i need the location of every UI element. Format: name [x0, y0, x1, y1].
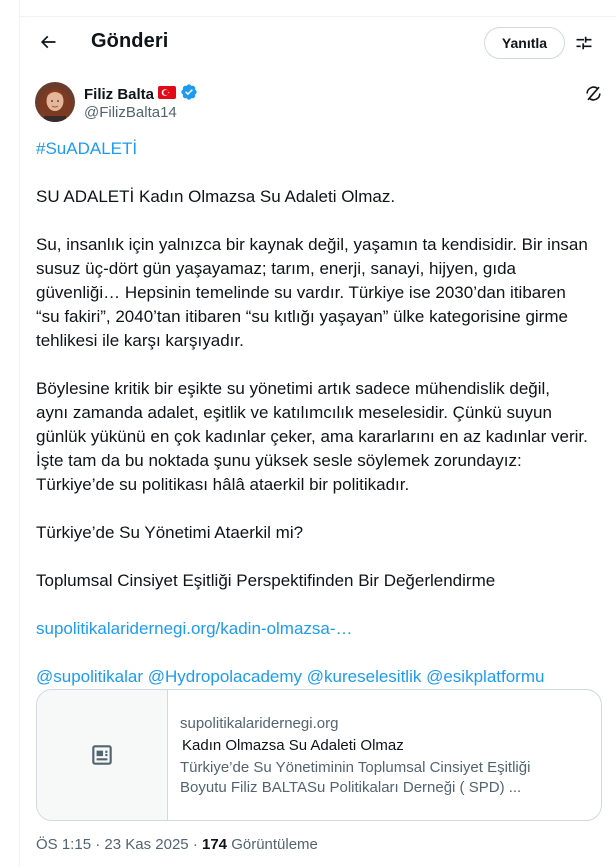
tweet-line: Böylesine kritik bir eşikte su yönetimi artık sadece mühendislik değil,	[36, 379, 551, 398]
card-body	[168, 690, 560, 820]
avatar-image	[35, 82, 75, 122]
tweet-line: İşte tam da bu noktada şunu yüksek sesle söylemek zorundayız:	[36, 451, 522, 470]
view-count: 174	[201, 836, 228, 853]
avatar[interactable]	[35, 82, 75, 122]
card-title: Kadın Olmazsa Su Adaleti Olmaz	[182, 737, 404, 754]
tweet-line: Su, insanlık için yalnızca bir kaynak değil, yaşamın ta kendisidir. Bir insan	[36, 235, 588, 254]
hashtag-link[interactable]: #SuADALETİ	[36, 139, 138, 158]
author-name[interactable]: Filiz Balta	[84, 86, 155, 103]
tweet-line: “su fakiri”, 2040’tan itibaren “su kıtlığı yaşayan” ülke kategorisine girme	[36, 307, 568, 326]
tweet-line: güvenliği… Hepsinin temelinde su vardır. Türkiye ise 2030’dan itibaren	[36, 283, 566, 302]
arrow-left-icon	[38, 32, 58, 52]
article-url-link[interactable]: supolitikalaridernegi.org/kadin-olmazsa-…	[36, 619, 353, 638]
card-domain: supolitikalaridernegi.org	[180, 715, 339, 732]
link-preview-card[interactable]	[36, 689, 602, 821]
grok-icon	[584, 84, 603, 103]
author-name-row	[84, 83, 198, 106]
mention-link[interactable]: @Hydropolacademy	[147, 667, 303, 686]
back-button[interactable]	[34, 28, 62, 56]
tweet-date[interactable]: 23 Kas 2025	[104, 836, 189, 853]
tweet-line: Türkiye’de su politikası hâlâ ataerkil bir politikadır.	[36, 475, 410, 494]
column-border	[19, 0, 20, 867]
views-label: Görüntüleme	[231, 836, 318, 853]
separator: ·	[95, 836, 101, 853]
mentions-line	[36, 665, 601, 689]
article-icon	[89, 742, 115, 768]
settings-button[interactable]	[570, 29, 598, 57]
tweet-line: aynı zamanda adalet, eşitlik ve katılımcılık meselesidir. Çünkü suyun	[36, 403, 552, 422]
tweet-time[interactable]: ÖS 1:15	[36, 836, 92, 853]
tweet-line: susuz üç-dört gün yaşayamaz; tarım, enerji, sanayi, hijyen, gıda	[36, 259, 517, 278]
mention-link[interactable]: @supolitikalar	[36, 667, 144, 686]
tweet-line: Türkiye’de Su Yönetimi Ataerkil mi?	[36, 523, 304, 542]
turkey-flag-icon	[158, 86, 176, 104]
tweet-line: günlük yükünü en çok kadınlar çeker, ama kararlarını en az kadınlar verir.	[36, 427, 588, 446]
card-desc-line: Türkiye’de Su Yönetiminin Toplumsal Cinsiyet Eşitliği	[180, 759, 531, 776]
verified-badge-icon	[180, 83, 198, 106]
sliders-icon	[574, 33, 594, 53]
reply-button[interactable]: Yanıtla	[484, 27, 565, 59]
tweet-line: SU ADALETİ Kadın Olmazsa Su Adaleti Olmaz.	[36, 187, 396, 206]
grok-button[interactable]	[582, 82, 604, 104]
separator: ·	[192, 836, 198, 853]
card-desc-line: Boyutu Filiz BALTASu Politikaları Derneği ( SPD) ...	[180, 779, 522, 796]
card-thumbnail	[37, 690, 168, 820]
tweet-line: tehlikesi ile karşı karşıyadır.	[36, 331, 244, 350]
tweet-text	[36, 137, 601, 689]
mention-link[interactable]: @esikplatformu	[426, 667, 545, 686]
card-description	[180, 758, 560, 798]
tweet-line: Toplumsal Cinsiyet Eşitliği Perspektifinden Bir Değerlendirme	[36, 571, 496, 590]
mention-link[interactable]: @kureselesitlik	[306, 667, 422, 686]
tweet-meta	[36, 836, 318, 853]
page-header	[20, 17, 616, 70]
page-title: Gönderi	[91, 30, 169, 52]
author-handle[interactable]: @FilizBalta14	[84, 104, 177, 121]
